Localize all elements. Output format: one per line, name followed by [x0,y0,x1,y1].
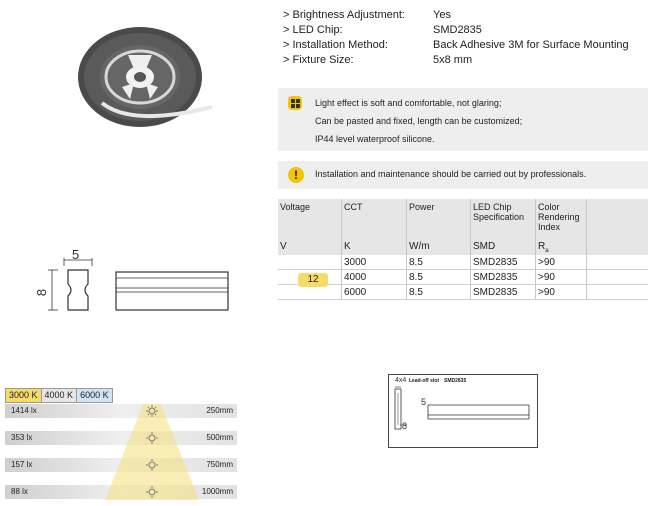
leadoff-label: Lead-off slot [409,378,439,384]
spec-label: > Installation Method: [283,39,388,51]
spec-value: 5x8 mm [433,54,473,66]
distance-value: 750mm [206,460,233,469]
spec-list [283,8,643,68]
distribution-row [5,431,237,445]
column-divider [586,199,587,300]
cell-power: 8.5 [409,287,423,298]
distribution-row [5,404,237,418]
cell-chip: SMD2835 [473,257,518,268]
column-divider [341,199,342,300]
unit-voltage: V [280,241,287,252]
header-voltage: Voltage [280,202,311,212]
lux-value: 157 lx [11,460,33,469]
table-row [278,255,648,270]
unit-chip: SMD [473,241,496,252]
spec-label: > Fixture Size: [283,54,354,66]
spec-value: Yes [433,9,451,21]
cell-cri: >90 [538,272,555,283]
distribution-row [5,485,237,499]
spec-label: > Brightness Adjustment: [283,9,405,21]
column-divider [470,199,471,300]
table-body [278,255,648,300]
drawing-lines [389,375,537,447]
chip-label: SMD2835 [444,378,467,384]
warning-icon: ! [288,167,304,183]
slot-size-label: 4x4 [395,377,407,384]
spec-row [283,23,643,38]
lux-value: 88 lx [11,487,28,496]
cell-power: 8.5 [409,272,423,283]
spec-value: SMD2835 [433,24,482,36]
drawing-height-label: 8 [402,421,408,431]
tab-3000k[interactable]: 3000 K [5,388,42,403]
profile-drawing [48,258,238,318]
feature-notes [278,88,648,151]
distribution-row [5,458,237,472]
distance-value: 1000mm [201,487,233,496]
spec-row [283,38,643,53]
spec-row [283,8,643,23]
distance-value: 500mm [206,433,233,442]
led-reel-image [72,25,212,135]
unit-cri: $R_a$ [538,241,549,254]
unit-power: W/m [409,241,430,252]
spec-value: Back Adhesive 3M for Surface Mounting [433,39,629,51]
profile-height-label: 8 [34,288,50,297]
voltage-badge: 12 [298,273,328,287]
header-cct: CCT [344,202,363,212]
installation-drawing [388,374,538,448]
cell-power: 8.5 [409,257,423,268]
column-divider [406,199,407,300]
cell-cct: 6000 [344,287,367,298]
unit-cri-text: R [538,241,546,252]
warning-text: Installation and maintenance should be carried out by professionals. [315,169,587,179]
cell-cri: >90 [538,257,555,268]
cell-chip: SMD2835 [473,272,518,283]
cell-cri: >90 [538,287,555,298]
header-cri: Color Rendering Index [538,202,580,232]
distance-value: 250mm [206,406,233,415]
tab-4000k[interactable]: 4000 K [41,388,78,403]
cct-tabs [5,388,112,403]
tab-6000k[interactable]: 6000 K [76,388,113,403]
spec-row [283,53,643,68]
warning-box [278,161,648,189]
note-line: IP44 level waterproof silicone. [315,134,435,144]
header-chip: LED Chip Specification [473,202,525,222]
table-header [278,199,648,255]
cell-cct: 4000 [344,272,367,283]
distribution-bar [5,458,237,472]
table-row [278,270,648,285]
unit-cct: K [344,241,351,252]
note-line: Can be pasted and fixed, length can be customized; [315,116,523,126]
header-power: Power [409,202,435,212]
lux-value: 1414 lx [11,406,37,415]
distribution-bar [5,431,237,445]
spec-table [278,199,648,300]
cell-chip: SMD2835 [473,287,518,298]
drawing-width-label: 5 [421,397,427,407]
table-row [278,285,648,300]
grid-icon [288,96,302,110]
column-divider [535,199,536,300]
spec-label: > LED Chip: [283,24,343,36]
note-line: Light effect is soft and comfortable, not glaring; [315,98,502,108]
cell-cct: 3000 [344,257,367,268]
profile-width-label: 5 [72,247,80,262]
distribution-bar [5,404,237,418]
lux-value: 353 lx [11,433,33,442]
